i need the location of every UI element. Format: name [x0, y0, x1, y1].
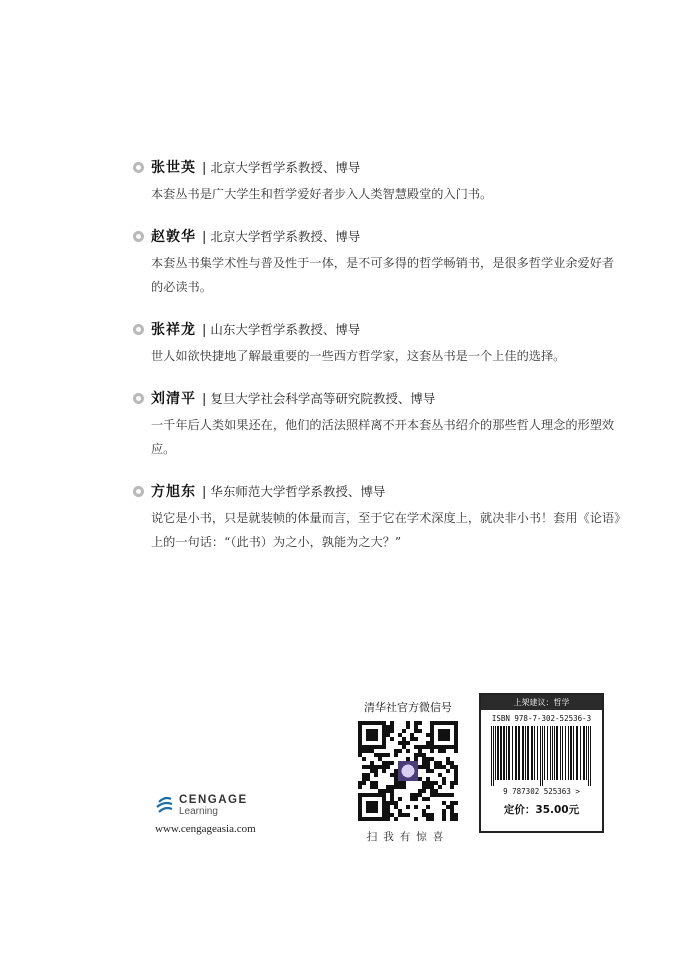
endorser-affiliation: 北京大学哲学系教授、博导 — [210, 229, 361, 244]
endorsement-quote: 世人如欲快捷地了解最重要的一些西方哲学家，这套丛书是一个上佳的选择。 — [151, 349, 566, 363]
qr-title: 清华社官方微信号 — [364, 701, 452, 714]
bullet-circle-icon — [133, 486, 144, 497]
endorsement-item — [133, 483, 623, 554]
endorser-name: 张祥龙 — [151, 322, 196, 338]
endorser-affiliation: 复旦大学社会科学高等研究院教授、博导 — [210, 391, 436, 406]
cengage-logo — [155, 795, 256, 817]
endorser-name: 方旭东 — [151, 484, 196, 500]
bullet-circle-icon — [133, 324, 144, 335]
endorser-affiliation: 华东师范大学哲学系教授、博导 — [210, 484, 386, 499]
endorsement-item — [133, 390, 623, 461]
wechat-qr-block — [355, 699, 461, 844]
isbn-text: ISBN 978-7-302-52536-3 — [491, 714, 592, 723]
qr-caption: 扫我有惊喜 — [366, 831, 450, 843]
cengage-logo-icon — [155, 795, 175, 817]
endorsement-item — [133, 228, 623, 299]
barcode-panel — [479, 693, 604, 833]
endorsement-quote: 本套丛书是广大学生和哲学爱好者步入人类智慧殿堂的入门书。 — [151, 187, 493, 201]
bullet-circle-icon — [133, 231, 144, 242]
endorsements-list — [133, 159, 623, 576]
publisher-block — [155, 795, 256, 835]
separator: | — [202, 161, 207, 176]
separator: | — [202, 392, 207, 407]
category-label: 上架建议：哲学 — [481, 695, 602, 710]
endorser-name: 张世英 — [151, 160, 196, 176]
barcode-digits: 9 787302 525363 > — [503, 787, 580, 796]
endorsement-quote: 说它是小书，只是就装帧的体量而言，至于它在学术深度上，就决非小书！套用《论语》上的一句话：“（此书）为之小，孰能为之大？” — [151, 511, 621, 549]
endorsement-header — [151, 321, 623, 340]
endorser-name: 刘清平 — [151, 391, 196, 407]
endorser-name: 赵敦华 — [151, 229, 196, 245]
endorser-affiliation: 北京大学哲学系教授、博导 — [210, 160, 361, 175]
endorsement-item — [133, 321, 623, 368]
publisher-url[interactable]: www.cengageasia.com — [155, 823, 256, 835]
qr-code-icon[interactable] — [358, 721, 458, 821]
endorsement-header — [151, 228, 623, 247]
separator: | — [202, 485, 207, 500]
endorsement-header — [151, 483, 623, 502]
separator: | — [202, 323, 207, 338]
endorsement-header — [151, 159, 623, 178]
endorsement-quote: 本套丛书集学术性与普及性于一体，是不可多得的哲学畅销书，是很多哲学业余爱好者的必读书。 — [151, 256, 615, 294]
endorsement-item — [133, 159, 623, 206]
bullet-circle-icon — [133, 393, 144, 404]
publisher-sub: Learning — [179, 806, 218, 817]
endorsement-header — [151, 390, 623, 409]
price-label: 定价：35.00元 — [503, 804, 580, 816]
bullet-circle-icon — [133, 162, 144, 173]
publisher-name: CENGAGE — [179, 794, 248, 806]
separator: | — [202, 230, 207, 245]
barcode-icon — [487, 726, 597, 786]
endorser-affiliation: 山东大学哲学系教授、博导 — [210, 322, 361, 337]
endorsement-quote: 一千年后人类如果还在，他们的活法照样离不开本套丛书绍介的那些哲人理念的形塑效应。 — [151, 418, 615, 456]
